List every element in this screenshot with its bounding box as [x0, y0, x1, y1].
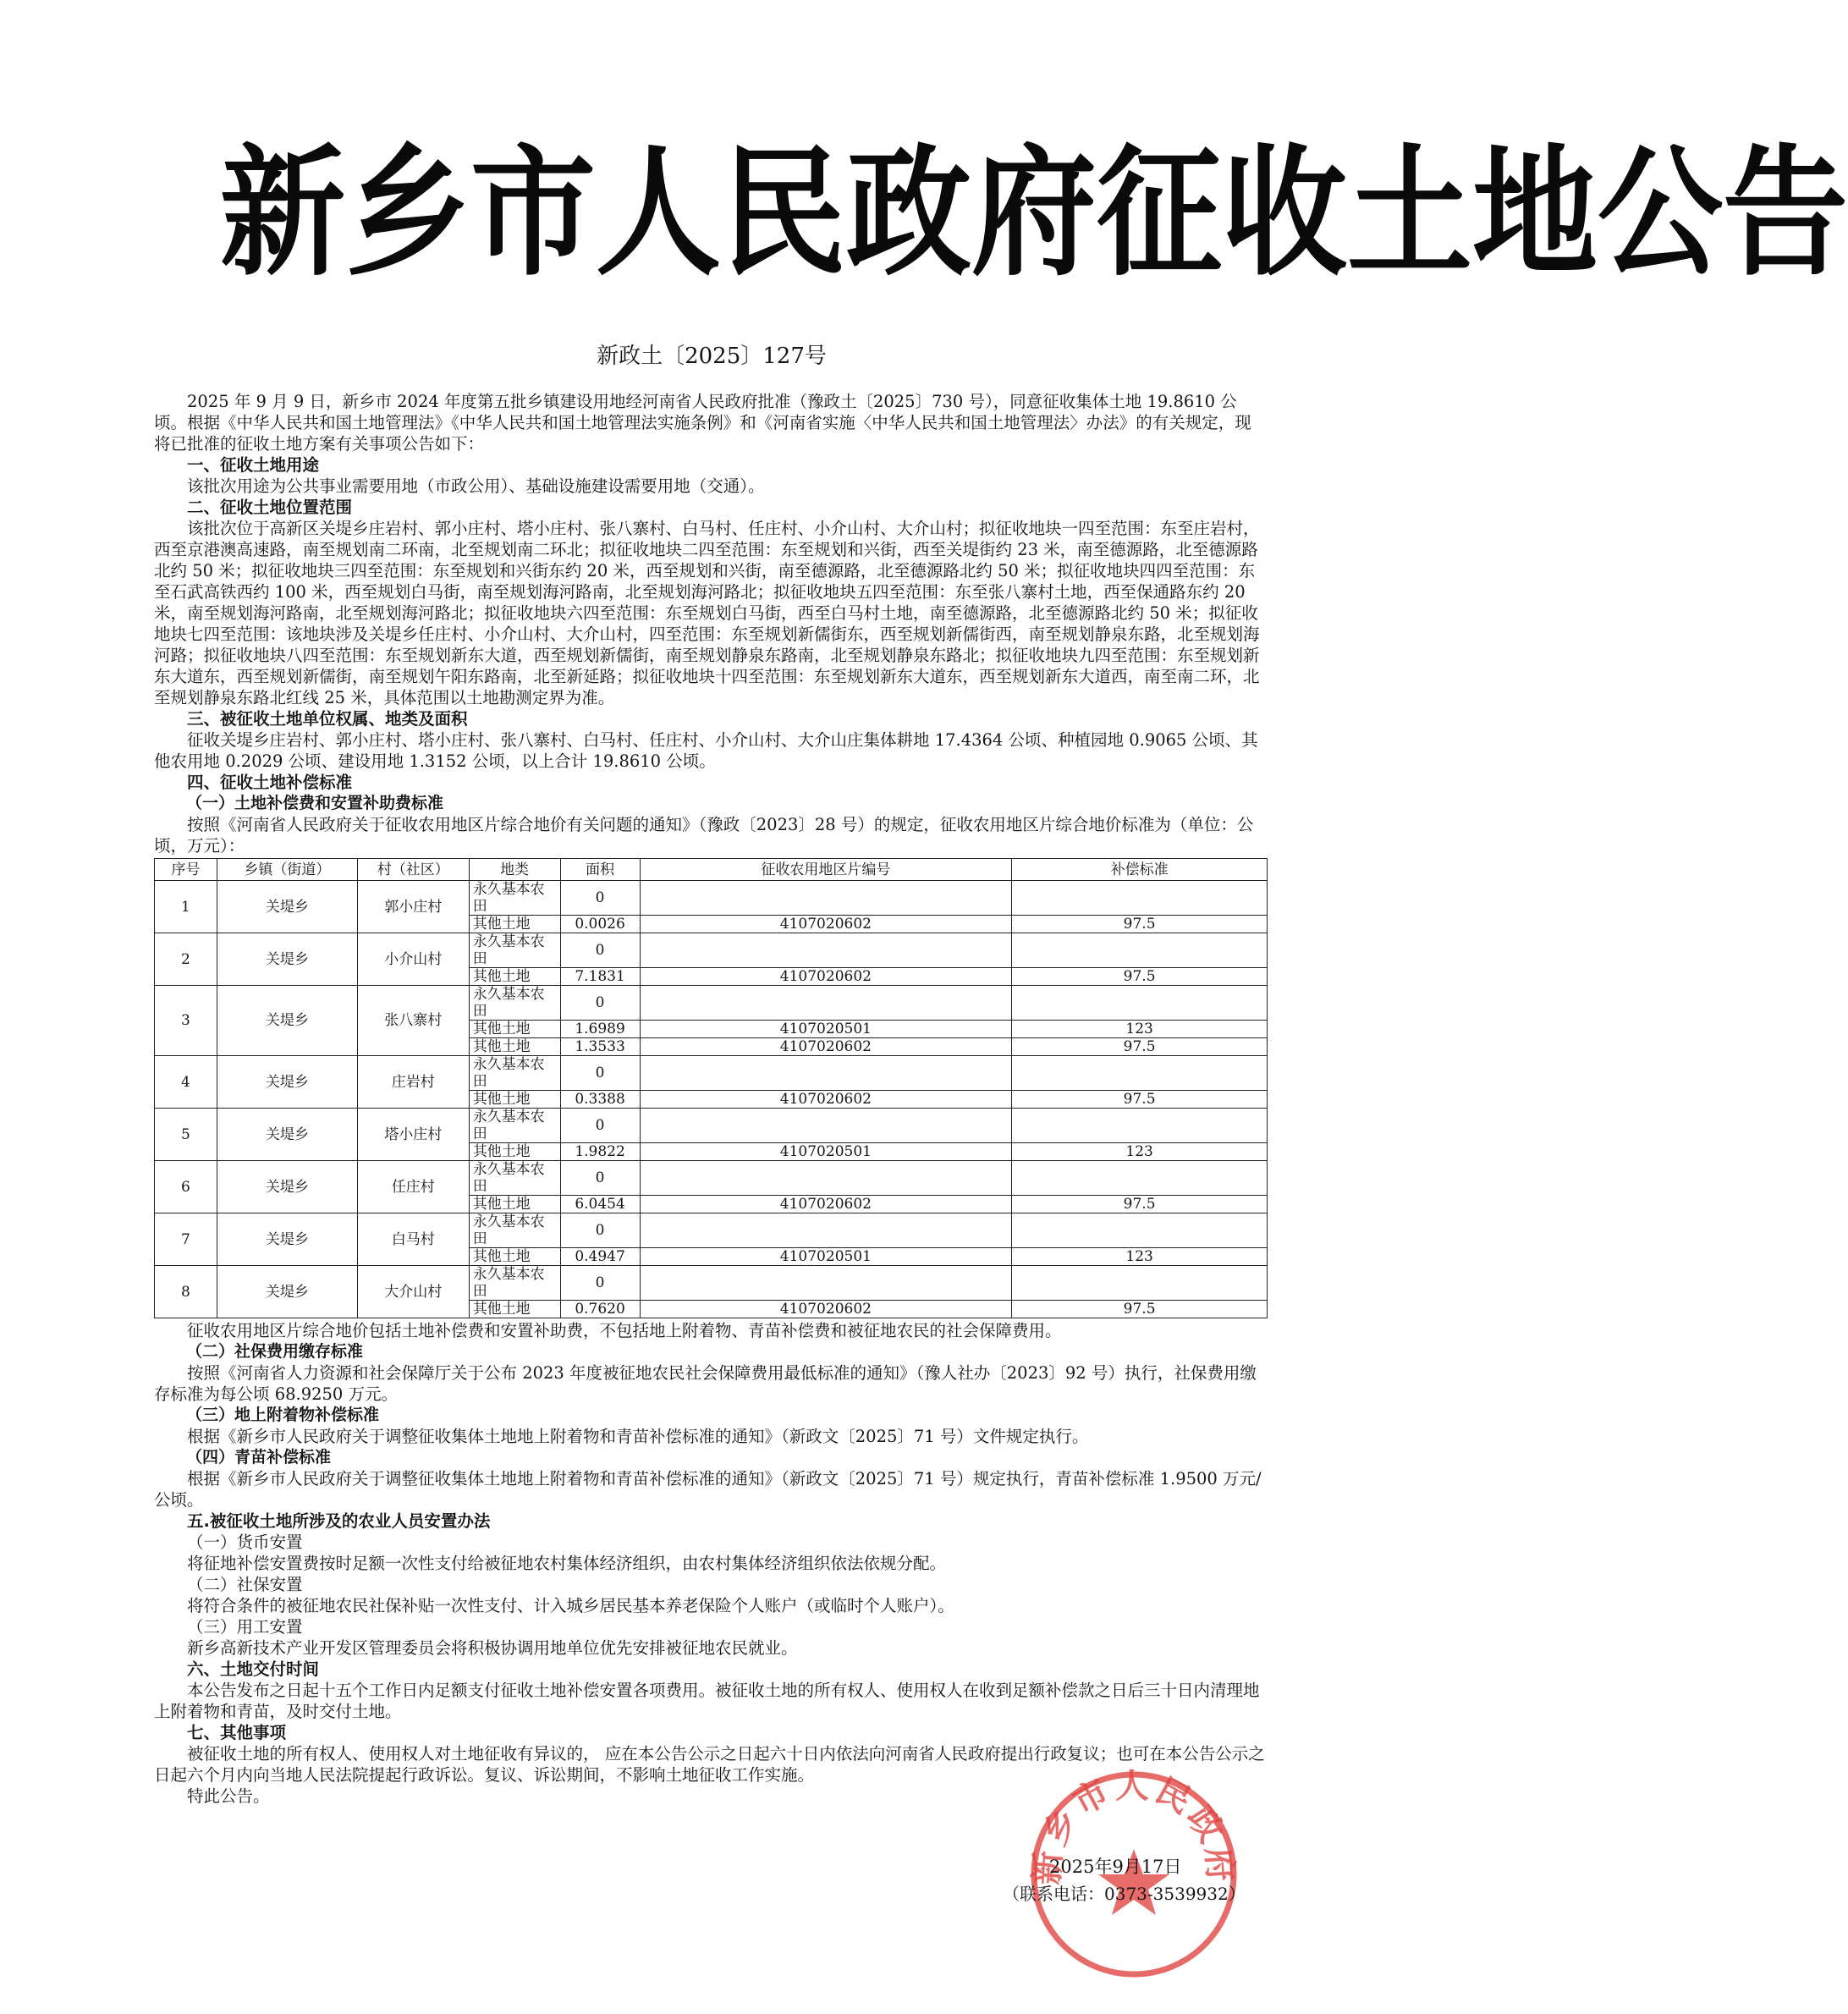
village-cell: 大介山村 — [357, 1266, 469, 1318]
section-4-sub4-title: （四）青苗补偿标准 — [186, 1448, 332, 1466]
table-row — [155, 1213, 1268, 1248]
row-number-cell: 4 — [155, 1056, 217, 1109]
area-cell: 0.3388 — [560, 1091, 640, 1109]
land-type-cell: 其他土地 — [469, 1038, 560, 1056]
area-cell: 6.0454 — [560, 1196, 640, 1213]
table-header-cell: 村（社区） — [357, 859, 469, 881]
row-number-cell: 8 — [155, 1266, 217, 1318]
zone-code-cell: 4107020602 — [640, 1091, 1012, 1109]
section-5-sub3-title: （三）用工安置 — [187, 1617, 303, 1637]
row-number-cell: 1 — [155, 881, 217, 933]
standard-cell: 123 — [1012, 1021, 1268, 1038]
area-cell: 0.0026 — [560, 916, 640, 933]
area-cell: 0.7620 — [560, 1301, 640, 1318]
row-number-cell: 6 — [155, 1161, 217, 1213]
row-number-cell: 2 — [155, 933, 217, 986]
zone-code-cell — [640, 986, 1012, 1021]
section-5-sub1-text: 将征地补偿安置费按时足额一次性支付给被征地农村集体经济组织，由农村集体经济组织依法依规分配。 — [187, 1554, 947, 1573]
area-cell: 0 — [560, 1266, 640, 1301]
table-row — [155, 986, 1268, 1021]
standard-cell — [1012, 1109, 1268, 1143]
section-7-title: 七、其他事项 — [187, 1723, 287, 1742]
area-cell: 1.6989 — [560, 1021, 640, 1038]
town-cell: 关堤乡 — [217, 1109, 357, 1161]
land-type-cell: 永久基本农田 — [469, 1161, 560, 1196]
land-type-cell: 其他土地 — [469, 1301, 560, 1318]
table-header-cell: 征收农用地区片编号 — [640, 859, 1012, 881]
table-header-cell: 补偿标准 — [1012, 859, 1268, 881]
area-cell: 0 — [560, 1161, 640, 1196]
town-cell: 关堤乡 — [217, 1056, 357, 1109]
issue-date: 2025年9月17日 — [1049, 1857, 1182, 1877]
section-3-text: 征收关堤乡庄岩村、郭小庄村、塔小庄村、张八寨村、白马村、任庄村、小介山村、大介山庄集体耕地 17.4364 公顷、种植园地 0.9065 公顷、其他农用地 0.2029 公顷、建设用地 1.3152 公顷，以上合计 19.8610 公顷。 — [154, 730, 1258, 771]
village-cell: 郭小庄村 — [357, 881, 469, 933]
table-header-cell: 乡镇（街道） — [217, 859, 357, 881]
section-4-sub3-title: （三）地上附着物补偿标准 — [186, 1406, 380, 1424]
row-number-cell: 7 — [155, 1213, 217, 1266]
standard-cell: 123 — [1012, 1143, 1268, 1161]
section-6-text: 本公告发布之日起十五个工作日内足额支付征收土地补偿安置各项费用。被征收土地的所有权人、使用权人在收到足额补偿款之日后三十日内清理地上附着物和青苗，及时交付土地。 — [154, 1681, 1260, 1721]
area-cell: 0.4947 — [560, 1248, 640, 1266]
land-type-cell: 永久基本农田 — [469, 933, 560, 968]
land-type-cell: 永久基本农田 — [469, 1056, 560, 1091]
section-4-sub1-title: （一）土地补偿费和安置补助费标准 — [186, 794, 444, 812]
standard-cell — [1012, 1056, 1268, 1091]
standard-cell — [1012, 1213, 1268, 1248]
standard-cell: 97.5 — [1012, 968, 1268, 986]
standard-cell: 123 — [1012, 1248, 1268, 1266]
zone-code-cell: 4107020501 — [640, 1021, 1012, 1038]
section-5-sub2-title: （二）社保安置 — [187, 1575, 303, 1594]
section-2-text: 该批次位于高新区关堤乡庄岩村、郭小庄村、塔小庄村、张八寨村、白马村、任庄村、小介山村、大介山村；拟征收地块一四至范围：东至庄岩村，西至京港澳高速路，南至规划南二环南，北至规划南二环北；拟征收地块二四至范围：东至规划和兴街，西至关堤街约 23 米，南至德源路，北至德源路北约 50 米；拟征收地块三四至范围：东至规划和兴街东约 20 米，西至规划和兴街，南至德源路，北至德源路北约 50 米；拟征收地块四四至范围：东至石武高铁西约 100 米，西至规划白马街，南至规划海河路南，北至规划海河路北；拟征收地块五四至范围：东至张八寨村土地，西至保通路东约 20 米，南至规划海河路南，北至规划海河路北；拟征收地块六四至范围：东至规划白马街，西至白马村土地，南至德源路，北至德源路北约 50 米；拟征收地块七四至范围：该地块涉及关堤乡任庄村、小介山村、大介山村，四至范围：东至规划新儒街东，西至规划新儒街西，南至规划静泉东路，北至规划海河路；拟征收地块八四至范围：东至规划新东大道，西至规划新儒街，南至规划静泉东路南，北至规划静泉东路北；拟征收地块九四至范围：东至规划新东大道东，西至规划新儒街，南至规划午阳东路南，北至新延路；拟征收地块十四至范围：东至规划新东大道东，西至规划新东大道西，南至南二环，北至规划静泉东路北红线 25 米，具体范围以土地勘测定界为准。 — [154, 519, 1260, 707]
area-cell: 0 — [560, 881, 640, 916]
table-row — [155, 933, 1268, 968]
land-type-cell: 其他土地 — [469, 1248, 560, 1266]
section-5-sub2-text: 将符合条件的被征地农民社保补贴一次性支付、计入城乡居民基本养老保险个人账户（或临时个人账户）。 — [187, 1596, 954, 1615]
land-type-cell: 其他土地 — [469, 1021, 560, 1038]
land-type-cell: 其他土地 — [469, 968, 560, 986]
row-number-cell: 3 — [155, 986, 217, 1056]
land-type-cell: 永久基本农田 — [469, 1266, 560, 1301]
land-type-cell: 其他土地 — [469, 1143, 560, 1161]
standard-cell — [1012, 1161, 1268, 1196]
notice-body — [154, 391, 1268, 1807]
town-cell: 关堤乡 — [217, 1266, 357, 1318]
zone-code-cell: 4107020602 — [640, 1038, 1012, 1056]
zone-code-cell: 4107020501 — [640, 1248, 1012, 1266]
village-cell: 塔小庄村 — [357, 1109, 469, 1161]
table-row — [155, 881, 1268, 916]
standard-cell — [1012, 933, 1268, 968]
standard-cell: 97.5 — [1012, 1091, 1268, 1109]
section-4-after-table: 征收农用地区片综合地价包括土地补偿费和安置补助费，不包括地上附着物、青苗补偿费和被征地农民的社会保障费用。 — [187, 1321, 1062, 1340]
section-4-sub3-text: 根据《新乡市人民政府关于调整征收集体土地地上附着物和青苗补偿标准的通知》（新政文〔2025〕71 号）文件规定执行。 — [187, 1427, 1089, 1446]
row-number-cell: 5 — [155, 1109, 217, 1161]
land-type-cell: 永久基本农田 — [469, 1109, 560, 1143]
standard-cell — [1012, 1266, 1268, 1301]
section-5-title: 五.被征收土地所涉及的农业人员安置办法 — [187, 1511, 491, 1531]
land-type-cell: 永久基本农田 — [469, 881, 560, 916]
village-cell: 张八寨村 — [357, 986, 469, 1056]
zone-code-cell: 4107020602 — [640, 968, 1012, 986]
town-cell: 关堤乡 — [217, 1161, 357, 1213]
village-cell: 庄岩村 — [357, 1056, 469, 1109]
land-type-cell: 永久基本农田 — [469, 986, 560, 1021]
town-cell: 关堤乡 — [217, 1213, 357, 1266]
section-4-title: 四、征收土地补偿标准 — [187, 773, 353, 792]
area-cell: 1.9822 — [560, 1143, 640, 1161]
table-body — [155, 881, 1268, 1318]
land-type-cell: 其他土地 — [469, 1091, 560, 1109]
zone-code-cell: 4107020602 — [640, 1301, 1012, 1318]
area-cell: 1.3533 — [560, 1038, 640, 1056]
standard-cell: 97.5 — [1012, 916, 1268, 933]
section-3-title: 三、被征收土地单位权属、地类及面积 — [187, 709, 468, 729]
section-1-text: 该批次用途为公共事业需要用地（市政公用）、基础设施建设需要用地（交通）。 — [187, 476, 765, 496]
zone-code-cell — [640, 1213, 1012, 1248]
area-cell: 0 — [560, 933, 640, 968]
compensation-table — [154, 858, 1268, 1318]
contact-phone: （联系电话：0373-3539932） — [1003, 1884, 1246, 1904]
section-1-title: 一、征收土地用途 — [187, 455, 320, 475]
document-number: 新政土〔2025〕127号 — [597, 344, 827, 369]
zone-code-cell — [640, 933, 1012, 968]
standard-cell — [1012, 986, 1268, 1021]
table-header-cell: 面积 — [560, 859, 640, 881]
land-type-cell: 其他土地 — [469, 1196, 560, 1213]
table-header-cell: 地类 — [469, 859, 560, 881]
standard-cell — [1012, 881, 1268, 916]
area-cell: 7.1831 — [560, 968, 640, 986]
zone-code-cell — [640, 881, 1012, 916]
zone-code-cell: 4107020501 — [640, 1143, 1012, 1161]
town-cell: 关堤乡 — [217, 986, 357, 1056]
table-header-cell: 序号 — [155, 859, 217, 881]
section-5-sub3-text: 新乡高新技术产业开发区管理委员会将积极协调用地单位优先安排被征地农民就业。 — [187, 1638, 798, 1658]
section-2-title: 二、征收土地位置范围 — [187, 498, 353, 517]
zone-code-cell: 4107020602 — [640, 916, 1012, 933]
zone-code-cell — [640, 1266, 1012, 1301]
area-cell: 0 — [560, 1056, 640, 1091]
section-6-title: 六、土地交付时间 — [187, 1659, 320, 1679]
town-cell: 关堤乡 — [217, 881, 357, 933]
standard-cell: 97.5 — [1012, 1038, 1268, 1056]
section-7-text: 被征收土地的所有权人、使用权人对土地征收有异议的， 应在本公告公示之日起六十日内依法向河南省人民政府提出行政复议；也可在本公告公示之日起六个月内向当地人民法院提起行政诉讼。复议、诉讼期间，不影响土地征收工作实施。 — [154, 1744, 1265, 1785]
zone-code-cell — [640, 1109, 1012, 1143]
zone-code-cell: 4107020602 — [640, 1196, 1012, 1213]
standard-cell: 97.5 — [1012, 1301, 1268, 1318]
area-cell: 0 — [560, 986, 640, 1021]
town-cell: 关堤乡 — [217, 933, 357, 986]
closing-text: 特此公告。 — [187, 1786, 270, 1806]
zone-code-cell — [640, 1161, 1012, 1196]
intro-paragraph: 2025 年 9 月 9 日，新乡市 2024 年度第五批乡镇建设用地经河南省人民政府批准（豫政土〔2025〕730 号），同意征收集体土地 19.8610 公顷。根据《中华人民共和国土地管理法》《中华人民共和国土地管理法实施条例》和《河南省实施〈中华人民共和国土地管理法〉办法》的有关规定，现将已批准的征收土地方案有关事项公告如下： — [154, 392, 1251, 454]
table-row — [155, 1266, 1268, 1301]
area-cell: 0 — [560, 1213, 640, 1248]
village-cell: 小介山村 — [357, 933, 469, 986]
section-4-sub2-title: （二）社保费用缴存标准 — [186, 1342, 364, 1361]
table-row — [155, 1056, 1268, 1091]
seal-text: 新乡市人民政府 — [1027, 1767, 1240, 1886]
section-4-sub2-text: 按照《河南省人力资源和社会保障厅关于公布 2023 年度被征地农民社会保障费用最低标准的通知》（豫人社办〔2023〕92 号）执行，社保费用缴存标准为每公顷 68.9250 万元。 — [154, 1363, 1257, 1404]
village-cell: 白马村 — [357, 1213, 469, 1266]
table-row — [155, 1161, 1268, 1196]
village-cell: 任庄村 — [357, 1161, 469, 1213]
section-5-sub1-title: （一）货币安置 — [187, 1533, 303, 1552]
section-4-sub1-text: 按照《河南省人民政府关于征收农用地区片综合地价有关问题的通知》（豫政〔2023〕28 号）的规定，征收农用地区片综合地价标准为（单位：公顷，万元）： — [154, 815, 1254, 856]
table-header-row — [155, 859, 1268, 881]
land-type-cell: 其他土地 — [469, 916, 560, 933]
page-title: 新乡市人民政府征收土地公告 — [220, 131, 1848, 295]
standard-cell: 97.5 — [1012, 1196, 1268, 1213]
land-type-cell: 永久基本农田 — [469, 1213, 560, 1248]
area-cell: 0 — [560, 1109, 640, 1143]
table-row — [155, 1109, 1268, 1143]
section-4-sub4-text: 根据《新乡市人民政府关于调整征收集体土地地上附着物和青苗补偿标准的通知》（新政文〔2025〕71 号）规定执行，青苗补偿标准 1.9500 万元/公顷。 — [154, 1469, 1262, 1510]
zone-code-cell — [640, 1056, 1012, 1091]
